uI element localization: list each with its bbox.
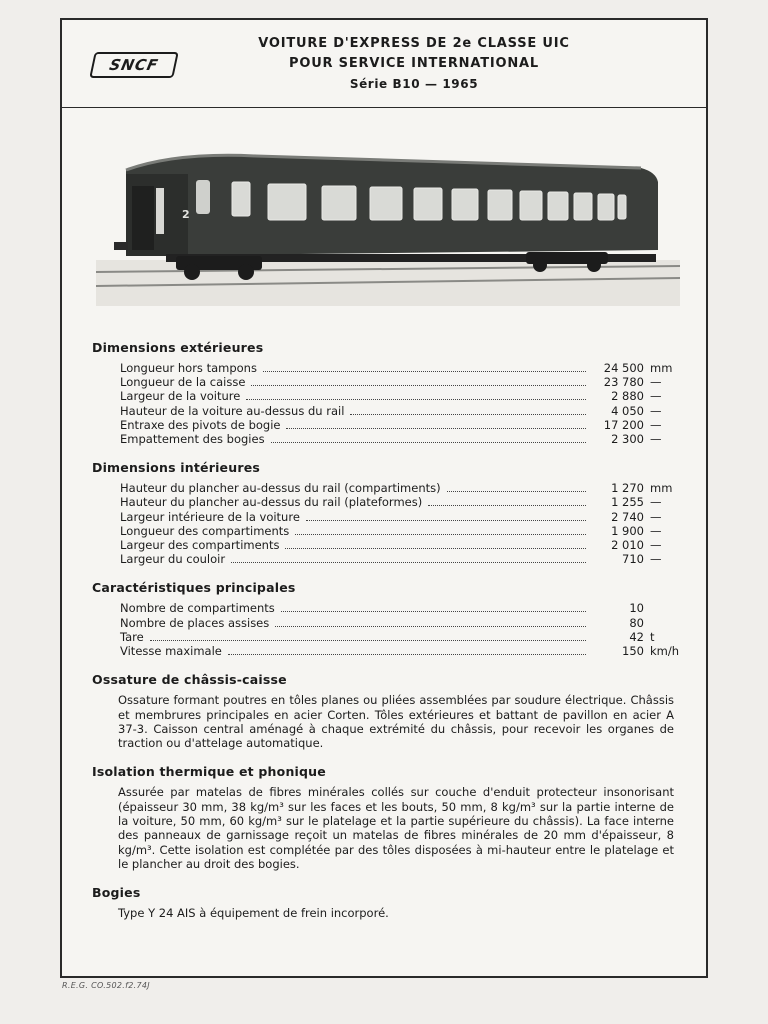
spec-row	[120, 552, 682, 566]
spec-value: 4 050	[611, 403, 644, 418]
spec-value: 2 010	[611, 538, 644, 553]
section-title-isolation: Isolation thermique et phonique	[92, 764, 326, 780]
spec-row	[120, 495, 682, 509]
ossature-text: Ossature formant poutres en tôles planes ou pliées assemblées par soudure électrique. Châssis et membrures principales en acier Corten. Tôles extérieures et battant de pavillon en acier A 37-3. Caisson central aménagé à chaque extrémité du châssis, pour recevoir les organes de traction ou d'attelage automatique.	[118, 693, 674, 751]
spec-label: Largeur des compartiments	[120, 538, 280, 553]
dot-leader	[228, 654, 586, 655]
header	[62, 20, 706, 108]
title-block	[182, 34, 646, 94]
logo-text: SNCF	[107, 56, 161, 74]
dot-leader	[286, 428, 586, 429]
spec-unit: —	[650, 403, 662, 418]
spec-value: 80	[629, 615, 644, 630]
spec-unit: mm	[650, 361, 673, 375]
spec-label: Hauteur du plancher au-dessus du rail (compartiments)	[120, 481, 441, 496]
spec-unit: —	[650, 375, 662, 390]
spec-row	[120, 524, 682, 538]
spec-label: Nombre de places assises	[120, 615, 270, 630]
spec-value: 2 880	[611, 389, 644, 404]
spec-value: 10	[629, 601, 644, 616]
dot-leader	[281, 611, 586, 612]
dot-leader	[447, 491, 586, 492]
dot-leader	[263, 371, 586, 372]
spec-value: 150	[622, 644, 644, 659]
spec-row	[120, 510, 682, 524]
spec-unit: —	[650, 432, 662, 447]
isolation-text: Assurée par matelas de fibres minérales collés sur couche d'enduit protecteur insonorisant (épaisseur 30 mm, 38 kg/m³ sur les faces et les bouts, 50 mm, 8 kg/m³ sur la partie interne de la voiture, 50 mm, 60 kg/m³ sur le platelage et la partie supérieure du châssis). La face interne des panneaux de garnissage reçoit un matelas de fibres minérales de 20 mm d'épaisseur, 8 kg/m³. Cette isolation est complétée par des tôles disposées à mi-hauteur entre le platelage et le plancher au droit des bogies.	[118, 785, 674, 871]
section-title-ossature: Ossature de châssis-caisse	[92, 672, 287, 688]
spec-value: 24 500	[603, 361, 644, 375]
spec-row	[120, 375, 682, 389]
spec-row	[120, 644, 682, 658]
coach-number: 2	[182, 208, 190, 221]
spec-value: 2 740	[611, 509, 644, 524]
dot-leader	[285, 548, 586, 549]
spec-value: 42	[629, 629, 644, 644]
spec-label: Tare	[120, 629, 144, 644]
spec-unit: —	[650, 523, 662, 538]
spec-unit: —	[650, 509, 662, 524]
spec-label: Largeur du couloir	[120, 552, 226, 567]
spec-sheet	[60, 18, 708, 978]
spec-unit: t	[650, 629, 655, 644]
dot-leader	[246, 399, 586, 400]
spec-label: Longueur hors tampons	[120, 361, 257, 375]
spec-value: 23 780	[603, 375, 644, 390]
spec-unit: —	[650, 389, 662, 404]
spec-row	[120, 538, 682, 552]
spec-value: 710	[622, 552, 644, 567]
spec-label: Hauteur du plancher au-dessus du rail (plateformes)	[120, 495, 423, 510]
coach-photo	[96, 138, 680, 306]
title-line-2: POUR SERVICE INTERNATIONAL	[289, 56, 539, 71]
spec-row	[120, 389, 682, 403]
coach-illustration	[96, 138, 680, 306]
dot-leader	[295, 534, 586, 535]
section-title-dim-ext: Dimensions extérieures	[92, 340, 264, 355]
reference-note: R.E.G. CO.502.f2.74J	[62, 981, 150, 990]
bogies-text: Type Y 24 AIS à équipement de frein incorporé.	[118, 906, 389, 921]
section-title-bogies: Bogies	[92, 885, 141, 901]
spec-label: Longueur de la caisse	[120, 375, 246, 390]
section-title-dim-int: Dimensions intérieures	[92, 460, 261, 476]
dot-leader	[275, 626, 586, 627]
spec-unit: mm	[650, 481, 673, 496]
spec-label: Empattement des bogies	[120, 432, 265, 447]
spec-label: Largeur intérieure de la voiture	[120, 509, 300, 524]
spec-row	[120, 361, 682, 375]
spec-label: Largeur de la voiture	[120, 389, 241, 404]
dot-leader	[231, 562, 586, 563]
dot-leader	[271, 442, 586, 443]
spec-unit: —	[650, 552, 662, 567]
spec-row	[120, 404, 682, 418]
section-title-carac: Caractéristiques principales	[92, 580, 296, 596]
spec-label: Nombre de compartiments	[120, 601, 275, 616]
spec-list-dim-int	[120, 481, 682, 566]
spec-unit: —	[650, 495, 662, 510]
spec-row	[120, 481, 682, 495]
spec-value: 1 900	[611, 523, 644, 538]
spec-value: 1 255	[611, 495, 644, 510]
spec-label: Hauteur de la voiture au-dessus du rail	[120, 403, 345, 418]
spec-value: 1 270	[611, 481, 644, 496]
spec-value: 2 300	[611, 432, 644, 447]
spec-list-dim-ext	[120, 361, 682, 446]
sncf-logo	[89, 52, 179, 78]
dot-leader	[350, 414, 586, 415]
dot-leader	[150, 640, 586, 641]
specifications	[92, 340, 682, 935]
dot-leader	[251, 385, 586, 386]
dot-leader	[306, 520, 586, 521]
spec-label: Vitesse maximale	[120, 644, 222, 659]
spec-row	[120, 616, 682, 630]
spec-row	[120, 601, 682, 615]
spec-label: Entraxe des pivots de bogie	[120, 417, 281, 432]
spec-list-carac	[120, 601, 682, 658]
dot-leader	[428, 505, 586, 506]
spec-unit: km/h	[650, 644, 680, 659]
spec-value: 17 200	[603, 417, 644, 432]
title-line-1: VOITURE D'EXPRESS DE 2e CLASSE UIC	[258, 36, 570, 51]
spec-unit: —	[650, 538, 662, 553]
spec-row	[120, 418, 682, 432]
serie-line: Série B10 — 1965	[349, 77, 479, 91]
spec-unit: —	[650, 417, 662, 432]
spec-label: Longueur des compartiments	[120, 523, 290, 538]
spec-row	[120, 630, 682, 644]
spec-row	[120, 432, 682, 446]
